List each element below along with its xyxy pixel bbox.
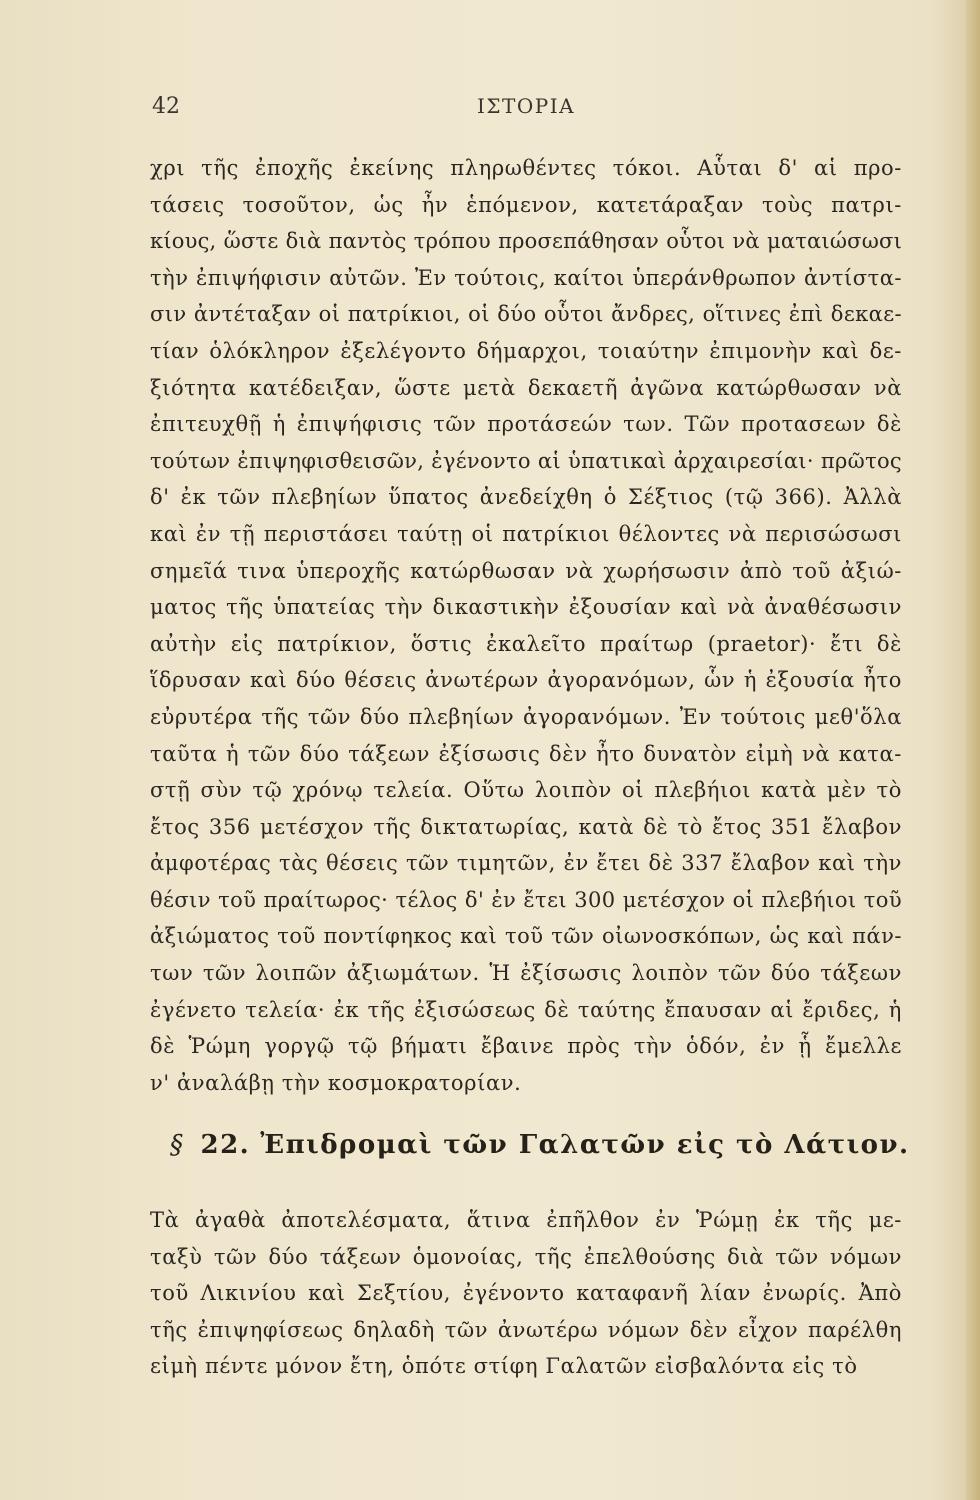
text-line: τάσεις τοσοῦτον, ὡς ἦν ἑπόμενον, κατετάραξαν τοὺς πατρι- [150, 192, 902, 217]
section-heading [170, 1130, 910, 1160]
text-line: κίους, ὥστε διὰ παντὸς τρόπου προσεπάθησαν οὗτοι νὰ ματαιώσωσι [150, 229, 902, 254]
text-line: τίαν ὁλόκληρον ἐξελέγοντο δήμαρχοι, τοιαύτην ἐπιμονὴν καὶ δε- [150, 338, 902, 363]
text-line: ταξὺ τῶν δύο τάξεων ὁμονοίας, τῆς ἐπελθούσης διὰ τῶν νόμων [150, 1244, 902, 1269]
page-header [150, 94, 902, 124]
text-line: αὐτὴν εἰς πατρίκιον, ὅστις ἐκαλεῖτο πραίτωρ (praetor)· ἔτι δὲ [150, 631, 902, 656]
text-line: ν' ἀναλάβῃ τὴν κοσμοκρατορίαν. [150, 1070, 522, 1095]
text-line: καὶ ἐν τῇ περιστάσει ταύτῃ οἱ πατρίκιοι θέλοντες νὰ περισώσωσι [150, 521, 902, 546]
text-line: ματος τῆς ὑπατείας τὴν δικαστικὴν ἐξουσίαν καὶ νὰ ἀναθέσωσιν [150, 595, 902, 620]
text-line: ταῦτα ἡ τῶν δύο τάξεων ἐξίσωσις δὲν ἦτο δυνατὸν εἰμὴ νὰ κατα- [150, 741, 902, 766]
text-line: ἀμφοτέρας τὰς θέσεις τῶν τιμητῶν, ἐν ἔτει δὲ 337 ἔλαβον καὶ τὴν [150, 851, 902, 876]
text-line: Τὰ ἀγαθὰ ἀποτελέσματα, ἅτινα ἐπῆλθον ἐν Ῥώμῃ ἐκ τῆς με- [150, 1208, 902, 1232]
text-line: ἵδρυσαν καὶ δύο θέσεις ἀνωτέρων ἀγορανόμων, ὧν ἡ ἐξουσία ἦτο [150, 668, 902, 693]
text-line: στῇ σὺν τῷ χρόνῳ τελεία. Οὕτω λοιπὸν οἱ πλεβήιοι κατὰ μὲν τὸ [150, 778, 902, 803]
text-line: ξιότητα κατέδειξαν, ὥστε μετὰ δεκαετῆ ἀγῶνα κατώρθωσαν νὰ [150, 375, 902, 400]
section-number: 22. [200, 1130, 251, 1160]
text-line: των τῶν λοιπῶν ἀξιωμάτων. Ἡ ἐξίσωσις λοιπὸν τῶν δύο τάξεων [150, 961, 902, 986]
text-line: τὴν ἐπιψήφισιν αὐτῶν. Ἐν τούτοις, καίτοι ὑπεράνθρωπον ἀντίστα- [150, 265, 902, 290]
text-line: θέσιν τοῦ πραίτωρος· τέλος δ' ἐν ἔτει 300 μετέσχον οἱ πλεβήιοι τοῦ [150, 887, 902, 912]
text-line: εὐρυτέρα τῆς τῶν δύο πλεβηίων ἀγορανόμων. Ἐν τούτοις μεθ'ὅλα [150, 704, 902, 729]
text-line: σιν ἀντέταξαν οἱ πατρίκιοι, οἱ δύο οὗτοι ἄνδρες, οἵτινες ἐπὶ δεκαε- [150, 302, 902, 327]
text-line: σημεῖά τινα ὑπεροχῆς κατώρθωσαν νὰ χωρήσωσιν ἀπὸ τοῦ ἀξιώ- [150, 558, 902, 583]
section-symbol: § [170, 1130, 185, 1160]
text-line: εἰμὴ πέντε μόνον ἔτη, ὁπότε στίφη Γαλατῶν εἰσβαλόντα εἰς τὸ [150, 1354, 858, 1379]
text-line: ἀξιώματος τοῦ ποντίφηκος καὶ τοῦ τῶν οἰωνοσκόπων, ὡς καὶ πάν- [150, 924, 902, 949]
text-line: ἔτος 356 μετέσχον τῆς δικτατωρίας, κατὰ δὲ τὸ ἔτος 351 ἔλαβον [150, 814, 902, 839]
text-line: δ' ἐκ τῶν πλεβηίων ὕπατος ἀνεδείχθη ὁ Σέξτιος (τῷ 366). Ἀλλὰ [150, 485, 902, 510]
text-line: τοῦ Λικινίου καὶ Σεξτίου, ἐγένοντο καταφανῆ λίαν ἐνωρίς. Ἀπὸ [150, 1281, 902, 1306]
text-line: ἐπιτευχθῇ ἡ ἐπιψήφισις τῶν προτάσεών των. Τῶν προτασεων δὲ [150, 412, 902, 437]
running-title: ΙΣΤΟΡΙΑ [476, 94, 576, 118]
paragraph-1 [150, 150, 902, 1101]
text-line: δὲ Ῥώμη γοργῷ τῷ βήματι ἔβαινε πρὸς τὴν ὁδόν, ἐν ᾗ ἔμελλε [150, 1034, 902, 1059]
paragraph-2 [150, 1202, 902, 1385]
text-line: τῆς ἐπιψηφίσεως δηλαδὴ τῶν ἀνωτέρω νόμων δὲν εἶχον παρέλθη [150, 1317, 902, 1342]
section-title: Ἐπιδρομαὶ τῶν Γαλατῶν εἰς τὸ Λάτιον. [260, 1130, 910, 1160]
text-line: χρι τῆς ἐποχῆς ἐκείνης πληρωθέντες τόκοι. Αὗται δ' αἱ προ- [150, 156, 902, 180]
page-edge [966, 0, 980, 1500]
text-line: τούτων ἐπιψηφισθεισῶν, ἐγένοντο αἱ ὑπατικαὶ ἀρχαιρεσίαι· πρῶτος [150, 448, 902, 473]
page-number: 42 [152, 94, 180, 119]
text-line: ἐγένετο τελεία· ἐκ τῆς ἐξισώσεως δὲ ταύτης ἔπαυσαν αἱ ἔριδες, ἡ [150, 997, 902, 1022]
